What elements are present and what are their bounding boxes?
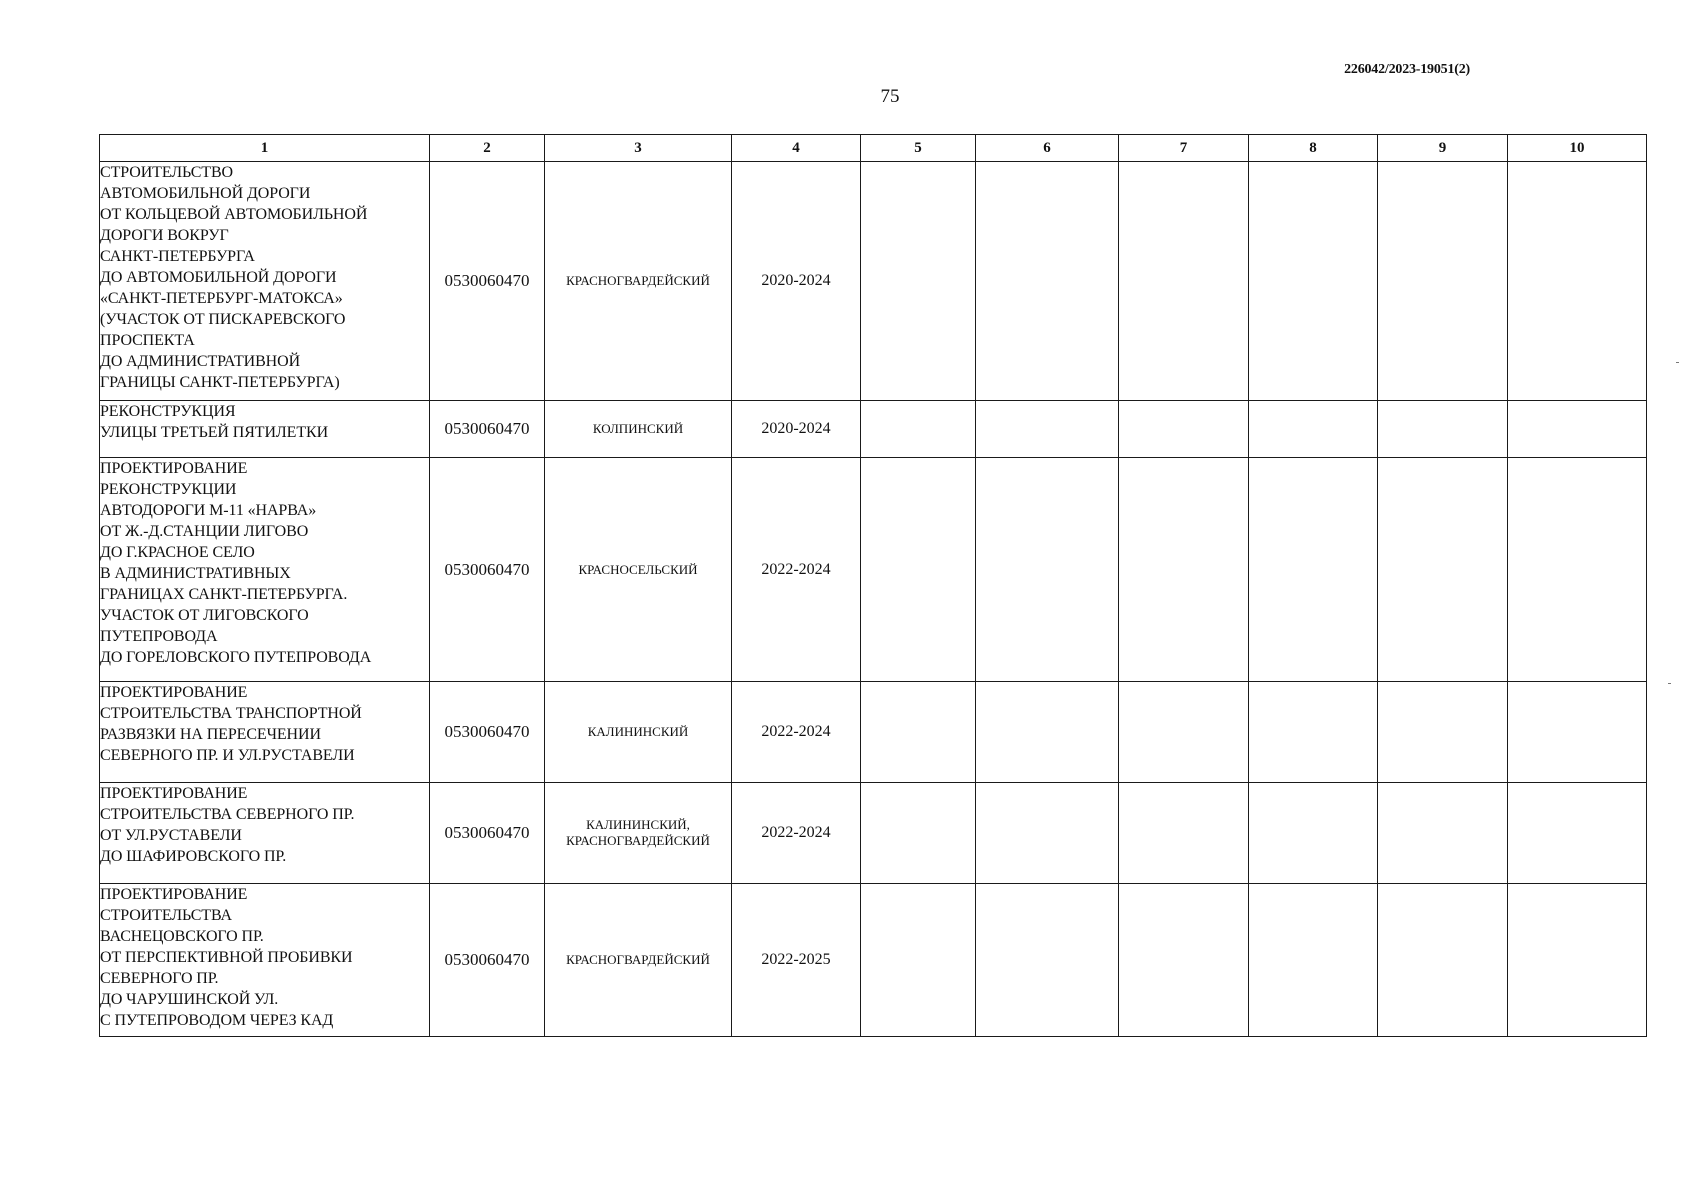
table-row [100, 458, 1647, 682]
empty-cell [861, 162, 976, 401]
empty-cell [1119, 162, 1249, 401]
empty-cell [861, 458, 976, 682]
empty-cell [1119, 884, 1249, 1037]
table-row [100, 884, 1647, 1037]
column-number-header-row [100, 135, 1647, 162]
district-cell: КРАСНОГВАРДЕЙСКИЙ [545, 162, 732, 401]
empty-cell [1508, 401, 1647, 458]
object-name-cell: ПРОЕКТИРОВАНИЕ СТРОИТЕЛЬСТВА ВАСНЕЦОВСКОГО ПР. ОТ ПЕРСПЕКТИВНОЙ ПРОБИВКИ СЕВЕРНОГО ПР. ДО ЧАРУШИНСКОЙ УЛ. С ПУТЕПРОВОДОМ ЧЕРЕЗ КАД [100, 884, 430, 1037]
district-cell: КАЛИНИНСКИЙ [545, 682, 732, 783]
code-cell: 0530060470 [430, 162, 545, 401]
empty-cell [1119, 458, 1249, 682]
empty-cell [1119, 682, 1249, 783]
empty-cell [1508, 884, 1647, 1037]
empty-cell [976, 162, 1119, 401]
code-cell: 0530060470 [430, 884, 545, 1037]
scan-speck [1676, 362, 1679, 363]
empty-cell [976, 458, 1119, 682]
scan-speck [1668, 683, 1671, 684]
table-row [100, 682, 1647, 783]
column-header: 8 [1249, 135, 1378, 162]
code-cell: 0530060470 [430, 783, 545, 884]
table-row [100, 401, 1647, 458]
document-registration-number: 226042/2023-19051(2) [1344, 62, 1470, 77]
column-header: 5 [861, 135, 976, 162]
empty-cell [1249, 884, 1378, 1037]
page-number: 75 [880, 86, 900, 107]
empty-cell [1508, 682, 1647, 783]
column-header: 4 [732, 135, 861, 162]
empty-cell [976, 783, 1119, 884]
empty-cell [1378, 162, 1508, 401]
empty-cell [1249, 783, 1378, 884]
empty-cell [1249, 682, 1378, 783]
district-cell: КАЛИНИНСКИЙ, КРАСНОГВАРДЕЙСКИЙ [545, 783, 732, 884]
period-cell: 2022-2025 [732, 884, 861, 1037]
column-header: 1 [100, 135, 430, 162]
period-cell: 2022-2024 [732, 783, 861, 884]
district-cell: КРАСНОСЕЛЬСКИЙ [545, 458, 732, 682]
period-cell: 2020-2024 [732, 401, 861, 458]
empty-cell [1119, 783, 1249, 884]
column-header: 7 [1119, 135, 1249, 162]
column-header: 10 [1508, 135, 1647, 162]
district-cell: КРАСНОГВАРДЕЙСКИЙ [545, 884, 732, 1037]
column-header: 9 [1378, 135, 1508, 162]
empty-cell [1508, 162, 1647, 401]
column-header: 2 [430, 135, 545, 162]
empty-cell [861, 783, 976, 884]
object-name-cell: ПРОЕКТИРОВАНИЕ РЕКОНСТРУКЦИИ АВТОДОРОГИ М-11 «НАРВА» ОТ Ж.-Д.СТАНЦИИ ЛИГОВО ДО Г.КРАСНОЕ СЕЛО В АДМИНИСТРАТИВНЫХ ГРАНИЦАХ САНКТ-ПЕТЕРБУРГА. УЧАСТОК ОТ ЛИГОВСКОГО ПУТЕПРОВОДА ДО ГОРЕЛОВСКОГО ПУТЕПРОВОДА [100, 458, 430, 682]
empty-cell [1249, 401, 1378, 458]
period-cell: 2020-2024 [732, 162, 861, 401]
table-row [100, 783, 1647, 884]
code-cell: 0530060470 [430, 682, 545, 783]
empty-cell [976, 884, 1119, 1037]
empty-cell [1249, 458, 1378, 682]
empty-cell [861, 884, 976, 1037]
period-cell: 2022-2024 [732, 682, 861, 783]
empty-cell [1508, 783, 1647, 884]
empty-cell [861, 682, 976, 783]
period-cell: 2022-2024 [732, 458, 861, 682]
object-name-cell: ПРОЕКТИРОВАНИЕ СТРОИТЕЛЬСТВА СЕВЕРНОГО ПР. ОТ УЛ.РУСТАВЕЛИ ДО ШАФИРОВСКОГО ПР. [100, 783, 430, 884]
empty-cell [1119, 401, 1249, 458]
empty-cell [976, 682, 1119, 783]
program-table [99, 134, 1647, 1037]
district-cell: КОЛПИНСКИЙ [545, 401, 732, 458]
empty-cell [1378, 884, 1508, 1037]
empty-cell [1378, 401, 1508, 458]
empty-cell [1249, 162, 1378, 401]
table-row [100, 162, 1647, 401]
object-name-cell: ПРОЕКТИРОВАНИЕ СТРОИТЕЛЬСТВА ТРАНСПОРТНОЙ РАЗВЯЗКИ НА ПЕРЕСЕЧЕНИИ СЕВЕРНОГО ПР. И УЛ.РУСТАВЕЛИ [100, 682, 430, 783]
object-name-cell: СТРОИТЕЛЬСТВО АВТОМОБИЛЬНОЙ ДОРОГИ ОТ КОЛЬЦЕВОЙ АВТОМОБИЛЬНОЙ ДОРОГИ ВОКРУГ САНКТ-ПЕТЕРБУРГА ДО АВТОМОБИЛЬНОЙ ДОРОГИ «САНКТ-ПЕТЕРБУРГ-МАТОКСА» (УЧАСТОК ОТ ПИСКАРЕВСКОГО ПРОСПЕКТА ДО АДМИНИСТРАТИВНОЙ ГРАНИЦЫ САНКТ-ПЕТЕРБУРГА) [100, 162, 430, 401]
column-header: 6 [976, 135, 1119, 162]
empty-cell [1378, 783, 1508, 884]
code-cell: 0530060470 [430, 401, 545, 458]
empty-cell [1378, 682, 1508, 783]
code-cell: 0530060470 [430, 458, 545, 682]
object-name-cell: РЕКОНСТРУКЦИЯ УЛИЦЫ ТРЕТЬЕЙ ПЯТИЛЕТКИ [100, 401, 430, 458]
empty-cell [1378, 458, 1508, 682]
empty-cell [861, 401, 976, 458]
column-header: 3 [545, 135, 732, 162]
empty-cell [1508, 458, 1647, 682]
empty-cell [976, 401, 1119, 458]
